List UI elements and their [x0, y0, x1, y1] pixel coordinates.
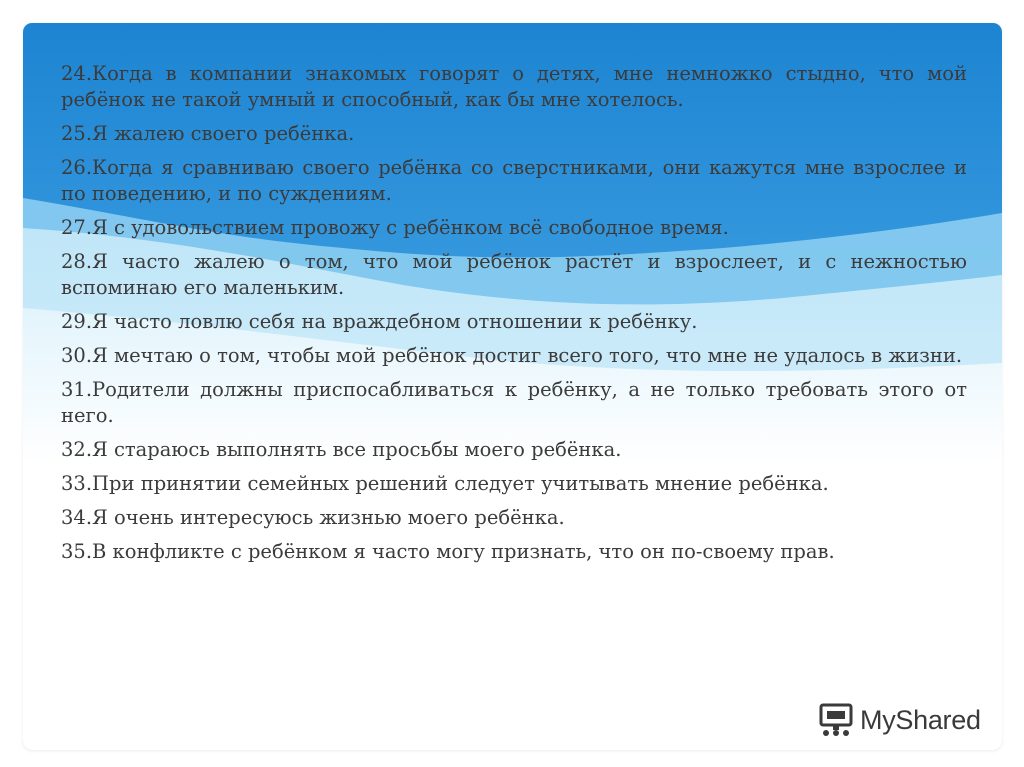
myshared-logo-icon: [818, 703, 856, 737]
watermark-text: MyShared: [860, 704, 981, 735]
list-item: 24.Когда в компании знакомых говорят о детях, мне немножко стыдно, что мой ребёнок не такой умный и способный, как бы мне хотелось.: [61, 62, 967, 111]
list-item: 35.В конфликте с ребёнком я часто могу признать, что он по-своему прав.: [61, 540, 835, 563]
list-item: 30.Я мечтаю о том, чтобы мой ребёнок достиг всего того, что мне не удалось в жизни.: [61, 344, 963, 367]
list-item: 34.Я очень интересуюсь жизнью моего ребёнка.: [61, 506, 565, 529]
list-item: 26.Когда я сравниваю своего ребёнка со сверстниками, они кажутся мне взрослее и по поведению, и по суждениям.: [61, 156, 967, 205]
myshared-watermark: [818, 700, 981, 740]
questionnaire-items: [61, 61, 967, 573]
presentation-slide: [23, 23, 1002, 750]
list-item: 25.Я жалею своего ребёнка.: [61, 122, 355, 145]
list-item: 33.При принятии семейных решений следует учитывать мнение ребёнка.: [61, 472, 829, 495]
list-item: 29.Я часто ловлю себя на враждебном отношении к ребёнку.: [61, 310, 698, 333]
list-item: 27.Я с удовольствием провожу с ребёнком всё свободное время.: [61, 216, 729, 239]
list-item: 31.Родители должны приспосабливаться к ребёнку, а не только требовать этого от него.: [61, 378, 967, 427]
list-item: 32.Я стараюсь выполнять все просьбы моего ребёнка.: [61, 438, 622, 461]
list-item: 28.Я часто жалею о том, что мой ребёнок растёт и взрослеет, и с нежностью вспоминаю его маленьким.: [61, 250, 967, 299]
